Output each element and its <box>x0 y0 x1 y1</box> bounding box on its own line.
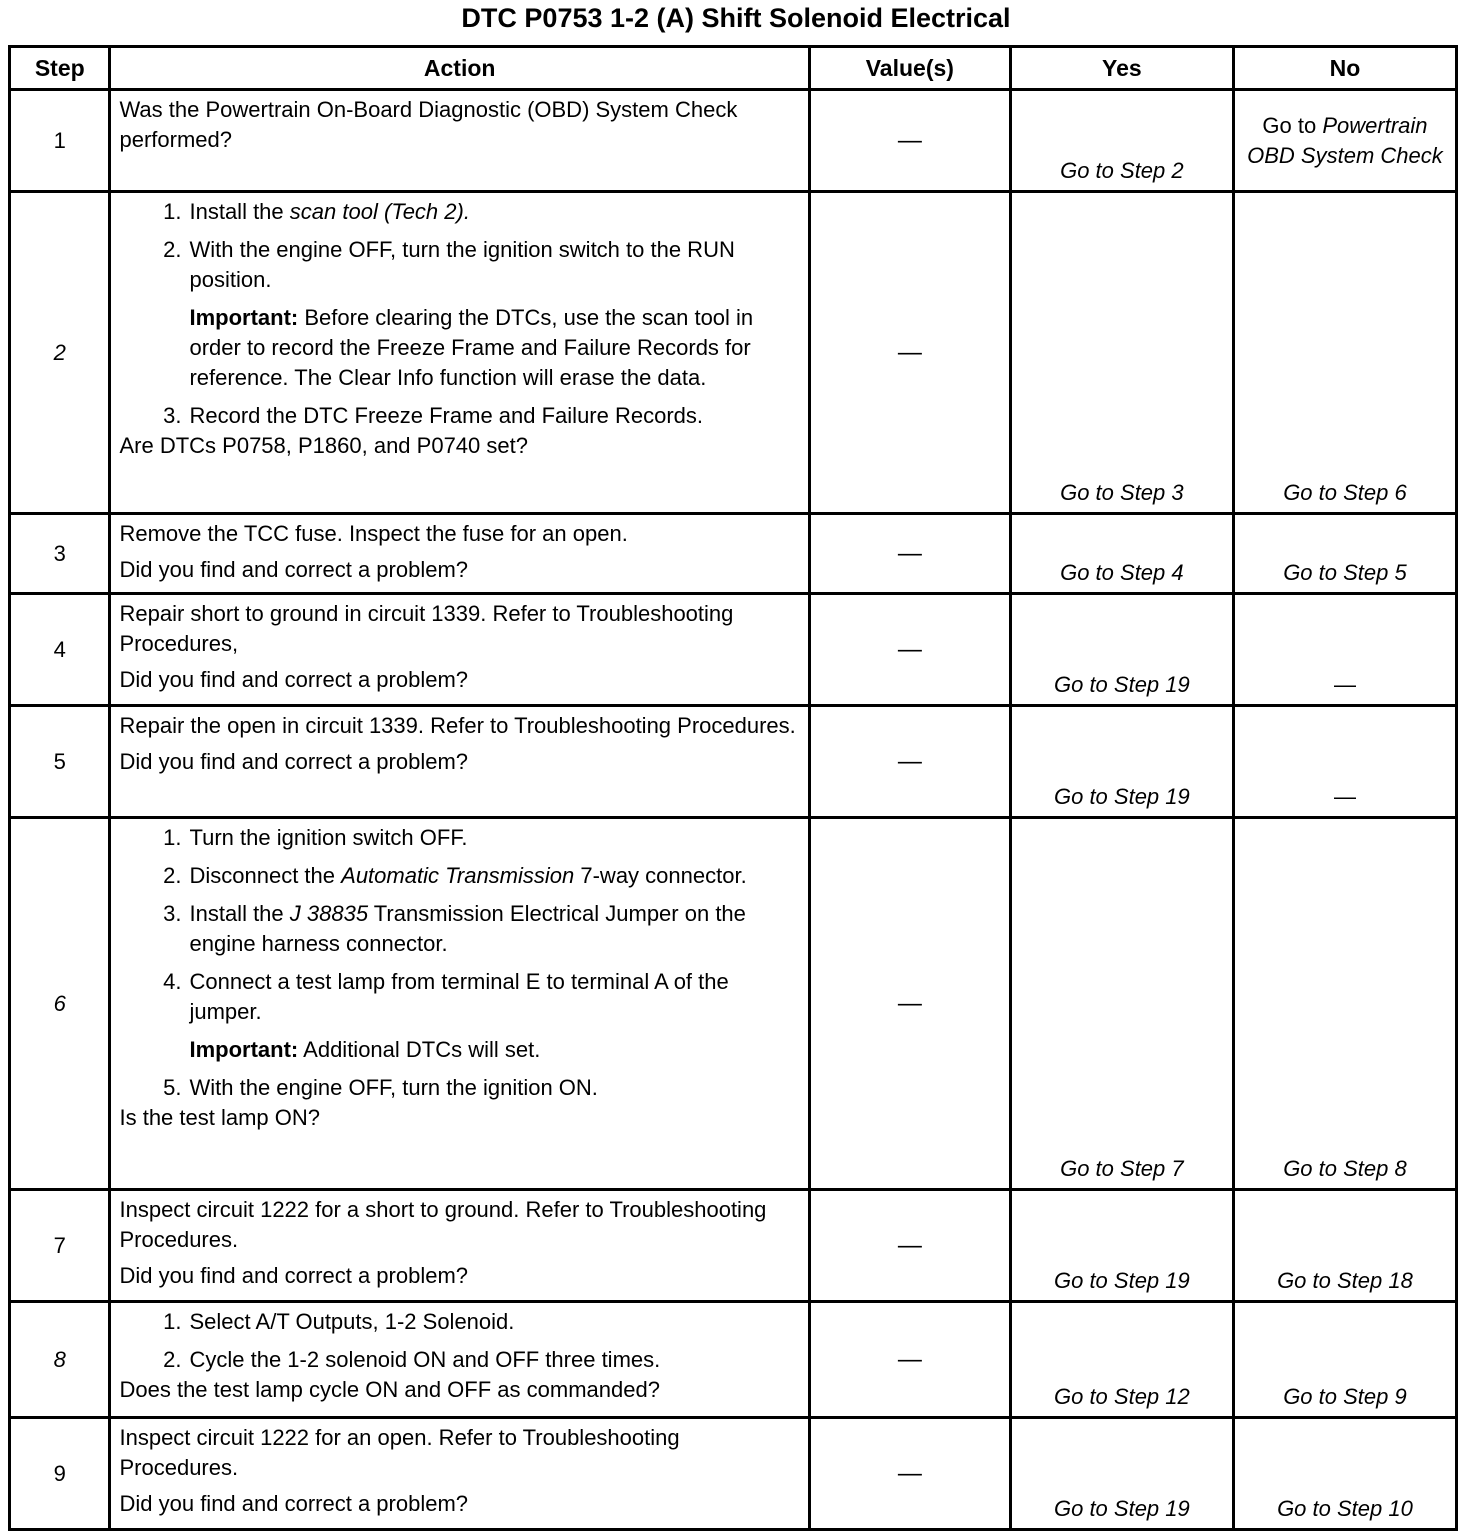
value-cell: — <box>809 90 1010 192</box>
item-number: 1. <box>163 1309 182 1334</box>
no-reference: Powertrain OBD System Check <box>1247 112 1443 168</box>
list-item <box>119 1073 801 1103</box>
item-text <box>189 197 801 227</box>
action-cell <box>110 514 809 594</box>
action-cell <box>110 818 809 1190</box>
instruction-list <box>119 1073 801 1103</box>
important-note <box>189 303 801 393</box>
yes-cell: Go to Step 12 <box>1010 1302 1233 1418</box>
value-cell: — <box>809 192 1010 514</box>
item-text: Cycle the 1-2 solenoid ON and OFF three times. <box>189 1347 661 1372</box>
header-action: Action <box>110 47 809 90</box>
no-cell: Go to Step 5 <box>1233 514 1456 594</box>
item-number: 1. <box>163 825 182 850</box>
value-cell: — <box>809 1190 1010 1302</box>
table-row <box>10 1302 1457 1418</box>
item-number: 2. <box>163 863 182 888</box>
table-row <box>10 818 1457 1190</box>
item-number: 4. <box>163 969 182 994</box>
instruction-list <box>119 1307 801 1375</box>
step-number: 4 <box>10 594 110 706</box>
yes-cell: Go to Step 19 <box>1010 1418 1233 1530</box>
yes-cell: Go to Step 19 <box>1010 1190 1233 1302</box>
no-cell: Go to Step 10 <box>1233 1418 1456 1530</box>
step-number: 5 <box>10 706 110 818</box>
item-text: With the engine OFF, turn the ignition switch to the RUN position. <box>189 237 735 292</box>
value-cell: — <box>809 706 1010 818</box>
item-text <box>189 861 801 891</box>
item-number: 1. <box>163 199 182 224</box>
yes-cell: Go to Step 7 <box>1010 818 1233 1190</box>
step-number: 6 <box>10 818 110 1190</box>
page-title: DTC P0753 1-2 (A) Shift Solenoid Electrical <box>461 3 1011 33</box>
question-text: Are DTCs P0758, P1860, and P0740 set? <box>119 433 528 458</box>
item-text-emphasis: J 38835 <box>289 901 369 926</box>
important-label: Important: <box>189 305 299 330</box>
item-text: Connect a test lamp from terminal E to terminal A of the jumper. <box>189 969 729 1024</box>
yes-cell: Go to Step 3 <box>1010 192 1233 514</box>
yes-cell: Go to Step 4 <box>1010 514 1233 594</box>
list-item <box>119 861 801 891</box>
instruction-list <box>119 401 801 431</box>
item-number: 5. <box>163 1075 182 1100</box>
yes-cell: Go to Step 2 <box>1010 90 1233 192</box>
action-text: Repair short to ground in circuit 1339. Refer to Troubleshooting Procedures, <box>119 601 734 656</box>
header-step: Step <box>10 47 110 90</box>
item-number: 3. <box>163 403 182 428</box>
item-text-emphasis: scan tool (Tech 2). <box>289 199 470 224</box>
item-text: Record the DTC Freeze Frame and Failure Records. <box>189 403 704 428</box>
action-cell <box>110 594 809 706</box>
step-number: 3 <box>10 514 110 594</box>
no-cell: Go to Step 18 <box>1233 1190 1456 1302</box>
item-number: 3. <box>163 901 182 926</box>
item-text: With the engine OFF, turn the ignition ON. <box>189 1075 598 1100</box>
instruction-list <box>119 197 801 295</box>
important-label: Important: <box>189 1037 299 1062</box>
item-number: 2. <box>163 237 182 262</box>
yes-cell: Go to Step 19 <box>1010 706 1233 818</box>
header-yes: Yes <box>1010 47 1233 90</box>
action-cell <box>110 1302 809 1418</box>
list-item <box>119 1345 801 1375</box>
question-text: Did you find and correct a problem? <box>119 557 469 582</box>
table-row <box>10 1190 1457 1302</box>
list-item <box>119 197 801 227</box>
value-cell: — <box>809 594 1010 706</box>
important-text: Additional DTCs will set. <box>303 1037 541 1062</box>
action-text: Inspect circuit 1222 for a short to ground. Refer to Troubleshooting Procedures. <box>119 1197 767 1252</box>
value-cell: — <box>809 1302 1010 1418</box>
action-text: Remove the TCC fuse. Inspect the fuse for an open. <box>119 521 628 546</box>
no-cell: — <box>1233 706 1456 818</box>
table-row <box>10 1418 1457 1530</box>
action-cell <box>110 192 809 514</box>
list-item <box>119 899 801 959</box>
value-cell: — <box>809 1418 1010 1530</box>
table-row <box>10 192 1457 514</box>
action-cell <box>110 706 809 818</box>
item-text-post: Transmission Electrical Jumper on the engine harness connector. <box>189 901 746 956</box>
value-cell: — <box>809 514 1010 594</box>
question-text: Did you find and correct a problem? <box>119 1263 469 1288</box>
no-cell: Go to Step 9 <box>1233 1302 1456 1418</box>
action-cell <box>110 1418 809 1530</box>
header-no: No <box>1233 47 1456 90</box>
no-cell: — <box>1233 594 1456 706</box>
table-row <box>10 514 1457 594</box>
action-cell <box>110 90 809 192</box>
step-number: 1 <box>10 90 110 192</box>
list-item <box>119 967 801 1027</box>
item-text-pre: Install the <box>189 199 284 224</box>
no-cell: Go to Step 6 <box>1233 192 1456 514</box>
header-row <box>10 47 1457 90</box>
question-text: Does the test lamp cycle ON and OFF as commanded? <box>119 1377 660 1402</box>
no-cell: Go to Step 8 <box>1233 818 1456 1190</box>
step-number: 8 <box>10 1302 110 1418</box>
action-text: Was the Powertrain On-Board Diagnostic (OBD) System Check performed? <box>119 97 738 152</box>
step-number: 2 <box>10 192 110 514</box>
step-number: 9 <box>10 1418 110 1530</box>
item-text: Select A/T Outputs, 1-2 Solenoid. <box>189 1309 515 1334</box>
table-row <box>10 706 1457 818</box>
no-cell <box>1233 90 1456 192</box>
item-text-pre: Disconnect the <box>189 863 336 888</box>
no-prefix: Go to <box>1262 112 1317 138</box>
diagnostic-table <box>8 45 1458 1531</box>
table-row <box>10 90 1457 192</box>
action-text: Repair the open in circuit 1339. Refer to Troubleshooting Procedures. <box>119 713 796 738</box>
item-text-post: 7-way connector. <box>580 863 747 888</box>
action-text: Inspect circuit 1222 for an open. Refer to Troubleshooting Procedures. <box>119 1425 680 1480</box>
list-item <box>119 1307 801 1337</box>
item-text-emphasis: Automatic Transmission <box>341 863 575 888</box>
question-text: Did you find and correct a problem? <box>119 749 469 774</box>
yes-cell: Go to Step 19 <box>1010 594 1233 706</box>
instruction-list <box>119 823 801 1027</box>
action-cell <box>110 1190 809 1302</box>
list-item <box>119 823 801 853</box>
list-item <box>119 235 801 295</box>
list-item <box>119 401 801 431</box>
question-text: Did you find and correct a problem? <box>119 1491 469 1516</box>
item-text-pre: Install the <box>189 901 284 926</box>
table-row <box>10 594 1457 706</box>
item-text <box>189 899 801 959</box>
item-number: 2. <box>163 1347 182 1372</box>
question-text: Is the test lamp ON? <box>119 1105 321 1130</box>
question-text: Did you find and correct a problem? <box>119 667 469 692</box>
header-values: Value(s) <box>809 47 1010 90</box>
important-text: Before clearing the DTCs, use the scan tool in order to record the Freeze Frame and Failure Records for reference. The Clear Info function will erase the data. <box>189 305 754 390</box>
important-note <box>189 1035 801 1065</box>
item-text: Turn the ignition switch OFF. <box>189 825 468 850</box>
step-number: 7 <box>10 1190 110 1302</box>
value-cell: — <box>809 818 1010 1190</box>
